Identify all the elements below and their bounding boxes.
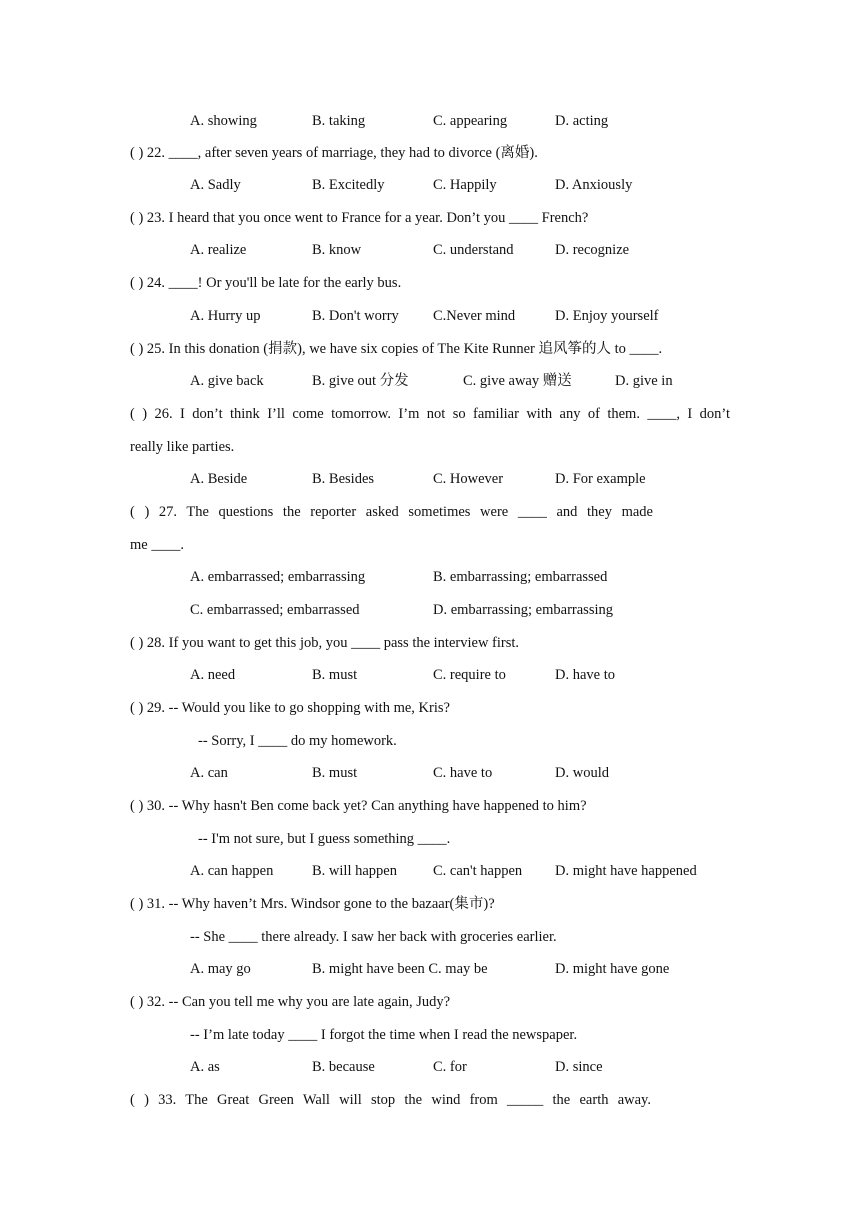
option-a: A. Beside [190, 471, 248, 487]
option-a: A. can happen [190, 863, 274, 879]
option-b: B. Don't worry [312, 308, 399, 324]
question-26-continued: really like parties. [130, 439, 235, 455]
option-d: D. give in [615, 373, 673, 389]
option-b: B. embarrassing; embarrassed [433, 569, 608, 585]
question-29-reply: -- Sorry, I ____ do my homework. [198, 733, 397, 749]
option-d: D. recognize [555, 242, 630, 258]
option-b: B. because [312, 1059, 375, 1075]
option-b-c: B. might have been C. may be [312, 961, 488, 977]
option-a: A. embarrassed; embarrassing [190, 569, 366, 585]
option-b: B. must [312, 667, 358, 683]
option-b: B. must [312, 765, 358, 781]
question-30: ( ) 30. -- Why hasn't Ben come back yet? Can anything have happened to him? [130, 798, 587, 814]
option-d: D. embarrassing; embarrassing [433, 602, 613, 618]
option-c: C. embarrassed; embarrassed [190, 602, 360, 618]
option-b: B. will happen [312, 863, 397, 879]
option-a: A. give back [190, 373, 264, 389]
question-27: ( ) 27. The questions the reporter asked sometimes were ____ and they made [130, 504, 653, 520]
question-23: ( ) 23. I heard that you once went to France for a year. Don’t you ____ French? [130, 210, 589, 226]
option-c: C. give away 赠送 [463, 373, 572, 389]
option-d: D. since [555, 1059, 603, 1075]
option-d: D. might have gone [555, 961, 670, 977]
option-a: A. realize [190, 242, 247, 258]
option-b: B. give out 分发 [312, 373, 409, 389]
option-a: A. Hurry up [190, 308, 261, 324]
option-a: A. can [190, 765, 228, 781]
option-a: A. need [190, 667, 236, 683]
option-d: D. have to [555, 667, 615, 683]
option-d: D. acting [555, 113, 609, 129]
question-29: ( ) 29. -- Would you like to go shopping with me, Kris? [130, 700, 450, 716]
option-d: D. For example [555, 471, 646, 487]
question-27-continued: me ____. [130, 537, 184, 553]
option-c: C. understand [433, 242, 514, 258]
option-c: C. for [433, 1059, 467, 1075]
question-22: ( ) 22. ____, after seven years of marriage, they had to divorce (离婚). [130, 145, 538, 161]
question-32: ( ) 32. -- Can you tell me why you are late again, Judy? [130, 994, 451, 1010]
option-a: A. showing [190, 113, 257, 129]
question-26: ( ) 26. I don’t think I’ll come tomorrow. I’m not so familiar with any of them. ____, I don’t [130, 406, 730, 422]
option-a: A. Sadly [190, 177, 241, 193]
option-d: D. would [555, 765, 609, 781]
question-32-reply: -- I’m late today ____ I forgot the time when I read the newspaper. [190, 1027, 578, 1043]
question-31-reply: -- She ____ there already. I saw her back with groceries earlier. [190, 929, 557, 945]
option-b: B. Excitedly [312, 177, 385, 193]
option-d: D. Anxiously [555, 177, 633, 193]
question-30-reply: -- I'm not sure, but I guess something ____. [198, 831, 451, 847]
question-28: ( ) 28. If you want to get this job, you ____ pass the interview first. [130, 635, 520, 651]
option-c: C. Happily [433, 177, 497, 193]
question-33: ( ) 33. The Great Green Wall will stop the wind from _____ the earth away. [130, 1092, 651, 1108]
option-b: B. know [312, 242, 362, 258]
option-c: C. require to [433, 667, 506, 683]
question-25: ( ) 25. In this donation (捐款), we have six copies of The Kite Runner 追风筝的人 to ____. [130, 341, 663, 357]
question-31: ( ) 31. -- Why haven’t Mrs. Windsor gone to the bazaar(集市)? [130, 896, 495, 912]
option-c: C. appearing [433, 113, 508, 129]
option-d: D. Enjoy yourself [555, 308, 659, 324]
option-a: A. may go [190, 961, 251, 977]
option-d: D. might have happened [555, 863, 697, 879]
option-c: C. can't happen [433, 863, 523, 879]
option-b: B. taking [312, 113, 366, 129]
option-c: C. have to [433, 765, 493, 781]
option-b: B. Besides [312, 471, 375, 487]
option-c: C. However [433, 471, 504, 487]
option-c: C.Never mind [433, 308, 516, 324]
option-a: A. as [190, 1059, 220, 1075]
question-24: ( ) 24. ____! Or you'll be late for the early bus. [130, 275, 402, 291]
